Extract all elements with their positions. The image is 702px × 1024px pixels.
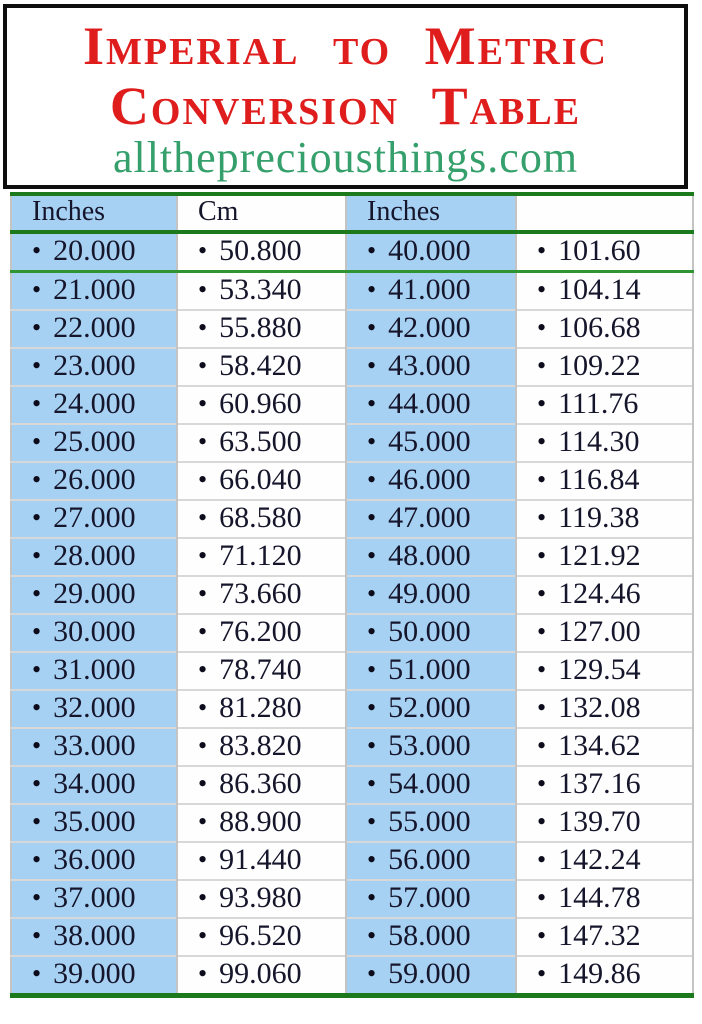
bullet-icon: • [367,351,377,380]
bullet-icon: • [198,389,208,418]
table-cell [11,272,177,311]
bullet-icon: • [198,769,208,798]
table-cell [177,348,346,386]
table-cell [177,614,346,652]
bullet-icon: • [367,693,377,722]
cell-value: 55.000 [388,805,471,838]
table-cell [346,424,516,462]
table-cell [516,804,693,842]
table-row [11,576,693,614]
table-row [11,538,693,576]
cell-value: 68.580 [219,501,302,534]
table-cell [11,310,177,348]
table-cell [11,348,177,386]
bullet-icon: • [32,731,42,760]
bullet-icon: • [537,921,547,950]
table-cell [346,576,516,614]
table-cell [177,538,346,576]
cell-value: 35.000 [53,805,136,838]
cell-value: 129.54 [558,653,641,686]
bullet-icon: • [537,883,547,912]
bullet-icon: • [198,883,208,912]
table-cell [11,728,177,766]
cell-value: 54.000 [388,767,471,800]
bullet-icon: • [537,503,547,532]
table-cell [11,918,177,956]
cell-value: 41.000 [388,273,471,306]
bullet-icon: • [537,959,547,988]
table-cell [11,614,177,652]
cell-value: 149.86 [558,957,641,990]
bullet-icon: • [32,427,42,456]
cell-value: 40.000 [388,234,471,267]
table-cell [516,310,693,348]
bullet-icon: • [537,807,547,836]
bullet-icon: • [32,883,42,912]
table-cell [346,728,516,766]
table-row [11,766,693,804]
conversion-table [10,192,692,998]
bullet-icon: • [537,769,547,798]
bullet-icon: • [198,465,208,494]
bullet-icon: • [537,351,547,380]
bullet-icon: • [537,236,547,265]
cell-value: 81.280 [219,691,302,724]
table-row [11,232,693,272]
cell-value: 121.92 [558,539,641,572]
cell-value: 50.800 [219,234,302,267]
bullet-icon: • [367,427,377,456]
bullet-icon: • [367,389,377,418]
cell-value: 86.360 [219,767,302,800]
table-cell [177,880,346,918]
cell-value: 132.08 [558,691,641,724]
bullet-icon: • [537,655,547,684]
table-cell [177,842,346,880]
bullet-icon: • [367,617,377,646]
bullet-icon: • [32,351,42,380]
table-row [11,500,693,538]
table-cell [516,614,693,652]
table-cell [177,272,346,311]
bullet-icon: • [367,807,377,836]
table-cell [516,424,693,462]
table-cell [177,500,346,538]
cell-value: 63.500 [219,425,302,458]
cell-value: 59.000 [388,957,471,990]
cell-value: 60.960 [219,387,302,420]
cell-value: 106.68 [558,311,641,344]
cell-value: 78.740 [219,653,302,686]
bullet-icon: • [198,541,208,570]
table-cell [516,462,693,500]
cell-value: 73.660 [219,577,302,610]
cell-value: 76.200 [219,615,302,648]
cell-value: 53.000 [388,729,471,762]
bullet-icon: • [198,275,208,304]
cell-value: 114.30 [558,425,640,458]
bullet-icon: • [198,503,208,532]
table-cell [516,766,693,804]
table-cell [11,652,177,690]
cell-value: 119.38 [558,501,640,534]
table-cell [516,500,693,538]
table-row [11,462,693,500]
table-cell [177,462,346,500]
bullet-icon: • [32,465,42,494]
table-cell [346,766,516,804]
bullet-icon: • [367,883,377,912]
cell-value: 24.000 [53,387,136,420]
bullet-icon: • [537,541,547,570]
bullet-icon: • [537,731,547,760]
table-cell [346,956,516,996]
cell-value: 57.000 [388,881,471,914]
table-cell [177,804,346,842]
bullet-icon: • [32,275,42,304]
table-cell [516,272,693,311]
table-cell [516,728,693,766]
table-cell [11,576,177,614]
bullet-icon: • [537,465,547,494]
cell-value: 36.000 [53,843,136,876]
table-cell [346,918,516,956]
bullet-icon: • [367,313,377,342]
cell-value: 21.000 [53,273,136,306]
table-cell [516,956,693,996]
bullet-icon: • [198,845,208,874]
table-cell [11,232,177,272]
table-row [11,272,693,311]
table-cell [177,424,346,462]
bullet-icon: • [367,236,377,265]
cell-value: 26.000 [53,463,136,496]
table-row [11,614,693,652]
bullet-icon: • [367,769,377,798]
table-cell [11,690,177,728]
cell-value: 127.00 [558,615,641,648]
cell-value: 38.000 [53,919,136,952]
table-row [11,918,693,956]
cell-value: 134.62 [558,729,641,762]
bullet-icon: • [537,427,547,456]
cell-value: 91.440 [219,843,302,876]
bullet-icon: • [367,503,377,532]
cell-value: 142.24 [558,843,641,876]
table-cell [11,766,177,804]
cell-value: 27.000 [53,501,136,534]
cell-value: 50.000 [388,615,471,648]
table-cell [346,538,516,576]
table-cell [177,386,346,424]
cell-value: 71.120 [219,539,302,572]
cell-value: 58.420 [219,349,302,382]
bullet-icon: • [32,617,42,646]
cell-value: 116.84 [558,463,640,496]
table-cell [346,386,516,424]
table-row [11,424,693,462]
cell-value: 56.000 [388,843,471,876]
table-cell [346,310,516,348]
cell-value: 49.000 [388,577,471,610]
cell-value: 83.820 [219,729,302,762]
table-cell [346,652,516,690]
cell-value: 111.76 [558,387,639,420]
cell-value: 52.000 [388,691,471,724]
cell-value: 55.880 [219,311,302,344]
website-text: allthepreciousthings.com [112,133,579,182]
column-header-cm-2 [516,194,693,232]
cell-value: 47.000 [388,501,471,534]
cell-value: 37.000 [53,881,136,914]
bullet-icon: • [32,693,42,722]
bullet-icon: • [537,313,547,342]
conversion-table-grid [10,192,694,998]
bullet-icon: • [32,579,42,608]
cell-value: 25.000 [53,425,136,458]
table-cell [516,842,693,880]
table-row [11,652,693,690]
table-row [11,956,693,996]
cell-value: 101.60 [558,234,641,267]
table-row [11,690,693,728]
table-cell [177,232,346,272]
bullet-icon: • [32,921,42,950]
bullet-icon: • [198,579,208,608]
column-header-inches-1: Inches [11,194,177,232]
bullet-icon: • [367,579,377,608]
table-cell [516,386,693,424]
table-cell [346,462,516,500]
table-cell [177,728,346,766]
bullet-icon: • [537,617,547,646]
cell-value: 53.340 [219,273,302,306]
bullet-icon: • [32,807,42,836]
cell-value: 31.000 [53,653,136,686]
table-cell [177,956,346,996]
table-cell [516,232,693,272]
table-cell [346,880,516,918]
cell-value: 20.000 [53,234,136,267]
cell-value: 39.000 [53,957,136,990]
bullet-icon: • [32,769,42,798]
table-cell [346,272,516,311]
table-cell [11,956,177,996]
bullet-icon: • [198,617,208,646]
bullet-icon: • [367,731,377,760]
bullet-icon: • [32,389,42,418]
table-cell [11,538,177,576]
bullet-icon: • [537,275,547,304]
page-title-line1: Imperial to Metric [82,16,608,76]
bullet-icon: • [198,655,208,684]
bullet-icon: • [367,959,377,988]
table-cell [346,690,516,728]
bullet-icon: • [32,313,42,342]
cell-value: 109.22 [558,349,641,382]
bullet-icon: • [32,655,42,684]
bullet-icon: • [32,959,42,988]
cell-value: 147.32 [558,919,641,952]
table-cell [516,880,693,918]
table-row [11,348,693,386]
table-cell [177,918,346,956]
bullet-icon: • [537,389,547,418]
table-row [11,804,693,842]
table-row [11,842,693,880]
table-cell [516,538,693,576]
table-row [11,386,693,424]
table-cell [11,842,177,880]
bullet-icon: • [32,845,42,874]
bullet-icon: • [367,921,377,950]
bullet-icon: • [537,693,547,722]
table-cell [11,804,177,842]
table-cell [11,500,177,538]
cell-value: 48.000 [388,539,471,572]
table-cell [346,804,516,842]
table-cell [346,500,516,538]
cell-value: 144.78 [558,881,641,914]
cell-value: 43.000 [388,349,471,382]
bullet-icon: • [198,921,208,950]
bullet-icon: • [32,541,42,570]
bullet-icon: • [537,579,547,608]
table-cell [177,310,346,348]
cell-value: 88.900 [219,805,302,838]
bullet-icon: • [32,236,42,265]
cell-value: 42.000 [388,311,471,344]
column-header-cm-1: Cm [177,194,346,232]
cell-value: 46.000 [388,463,471,496]
cell-value: 23.000 [53,349,136,382]
table-cell [177,690,346,728]
bullet-icon: • [32,503,42,532]
table-cell [177,652,346,690]
cell-value: 28.000 [53,539,136,572]
bullet-icon: • [537,845,547,874]
cell-value: 22.000 [53,311,136,344]
bullet-icon: • [198,731,208,760]
cell-value: 32.000 [53,691,136,724]
cell-value: 137.16 [558,767,641,800]
cell-value: 34.000 [53,767,136,800]
cell-value: 93.980 [219,881,302,914]
table-cell [177,766,346,804]
bullet-icon: • [367,465,377,494]
bullet-icon: • [367,845,377,874]
table-row [11,310,693,348]
bullet-icon: • [198,351,208,380]
table-header-row [11,194,693,232]
table-cell [346,232,516,272]
bullet-icon: • [367,541,377,570]
bullet-icon: • [198,693,208,722]
title-card [3,4,688,189]
cell-value: 104.14 [558,273,641,306]
bullet-icon: • [198,427,208,456]
bullet-icon: • [198,236,208,265]
cell-value: 29.000 [53,577,136,610]
bullet-icon: • [367,275,377,304]
table-cell [11,462,177,500]
table-cell [11,424,177,462]
bullet-icon: • [367,655,377,684]
cell-value: 96.520 [219,919,302,952]
column-header-inches-2: Inches [346,194,516,232]
conversion-table-body [11,232,693,996]
cell-value: 139.70 [558,805,641,838]
cell-value: 51.000 [388,653,471,686]
table-row [11,728,693,766]
cell-value: 30.000 [53,615,136,648]
bullet-icon: • [198,807,208,836]
cell-value: 124.46 [558,577,641,610]
table-cell [346,842,516,880]
table-cell [177,576,346,614]
cell-value: 45.000 [388,425,471,458]
table-cell [346,348,516,386]
page-title-line2: Conversion Table [109,76,582,136]
cell-value: 99.060 [219,957,302,990]
table-cell [11,386,177,424]
table-row [11,880,693,918]
bullet-icon: • [198,313,208,342]
bullet-icon: • [198,959,208,988]
cell-value: 44.000 [388,387,471,420]
table-cell [346,614,516,652]
cell-value: 58.000 [388,919,471,952]
table-cell [516,652,693,690]
cell-value: 33.000 [53,729,136,762]
cell-value: 66.040 [219,463,302,496]
table-cell [516,918,693,956]
table-cell [516,348,693,386]
table-cell [516,690,693,728]
table-cell [11,880,177,918]
table-cell [516,576,693,614]
